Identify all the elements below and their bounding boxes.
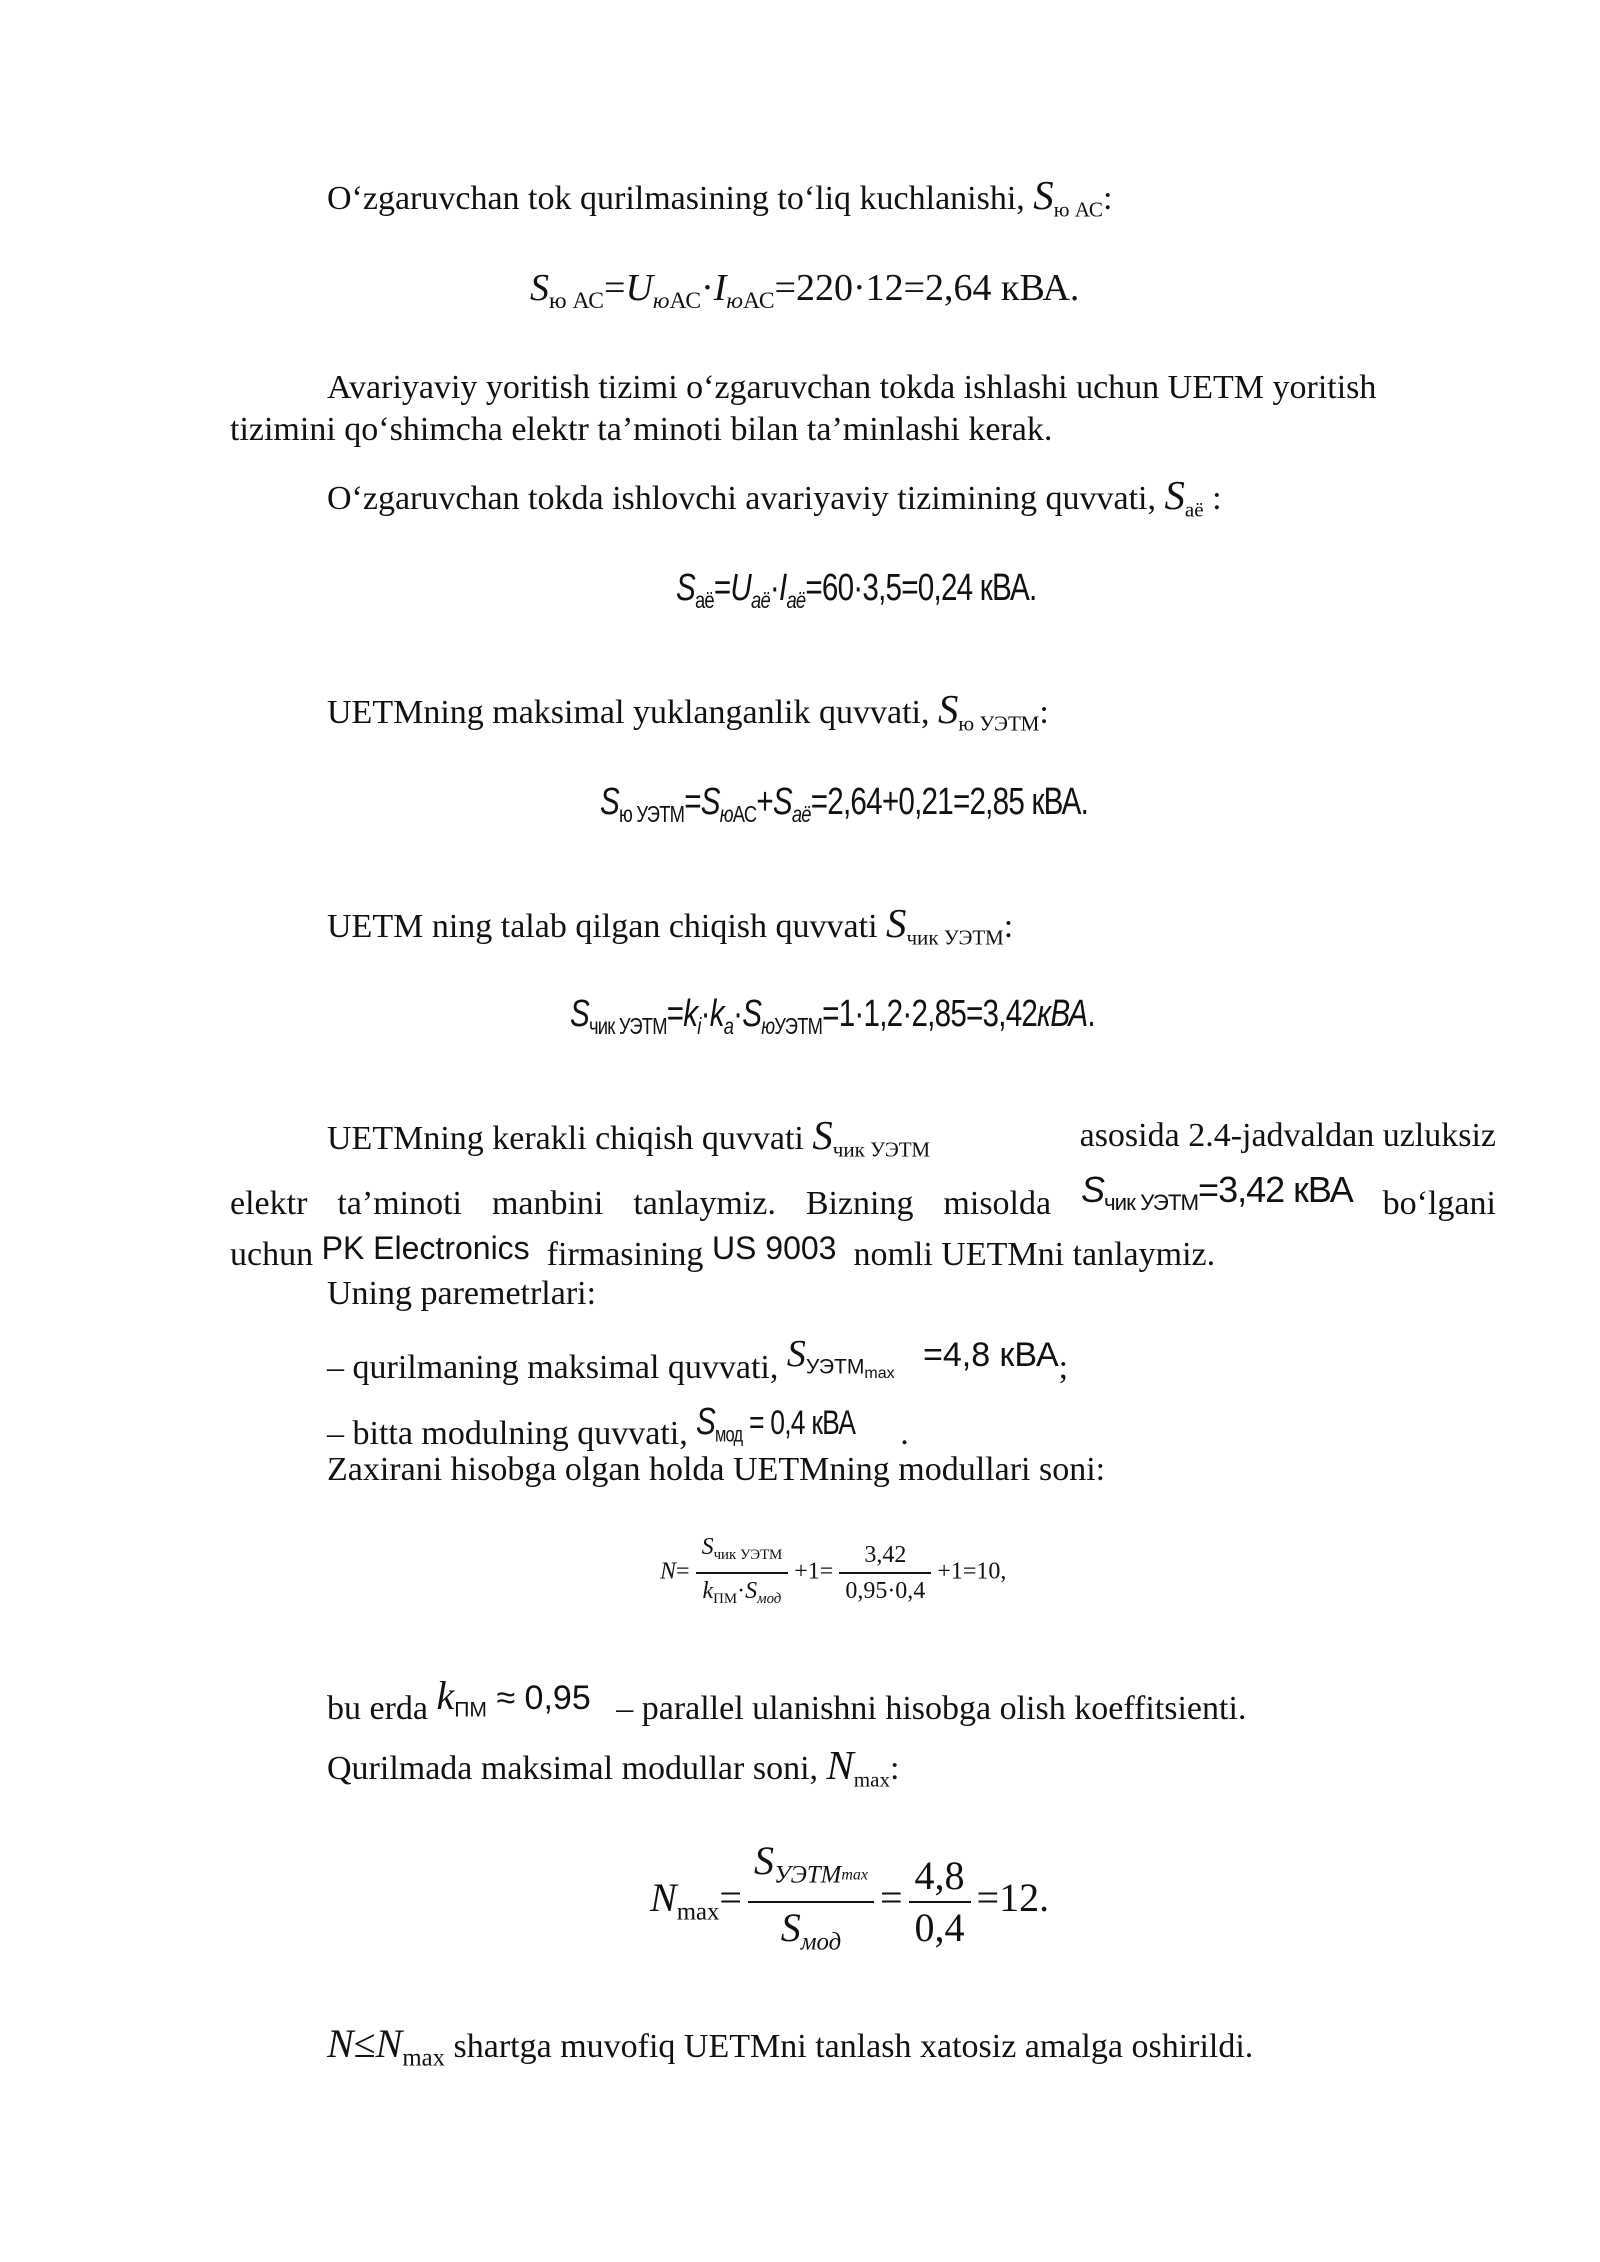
text: O‘zgaruvchan tokda ishlovchi avariyaviy tizimining quvvati, [327,480,1156,517]
subscript: ю [652,288,670,315]
param-max-power: – qurilmaning maksimal quvvati, $S_{УЭТМmax}$ =4,8 кВА; [327,1334,1068,1394]
line-emergency-power: O‘zgaruvchan tokda ishlovchi avariyaviy tizimining quvvati, $S_{аё}$ : [327,473,1222,522]
subscript: УЭТМ [774,1013,823,1040]
text: UETMning kerakli chiqish quvvati $S_{чик УЭТМ}$ [327,1113,931,1162]
text: O‘zgaruvchan tok qurilmasining to‘liq kuchlanishi, [327,180,1025,217]
word: ta’minoti [337,1185,462,1222]
text: asosida 2.4-jadvaldan uzluksiz [1079,1117,1496,1154]
text: UETMning maksimal yuklanganlik quvvati, [327,694,930,731]
equation-s-uetm: $S_{ю УЭТМ}=S_{юАС}+S_{аё}=2,64+0,21=2,85$ кВА. [600,781,1089,828]
text: – parallel ulanishni hisobga olish koeffitsienti. [616,1690,1247,1727]
line-output-power: UETM ning talab qilgan chiqish quvvati $S_{чик УЭТМ}$: [327,901,1014,950]
equation-s-out: $S_{чик УЭТМ}=k_i\cdot k_a\cdot S_{юУЭТМ}=1\cdot 1,2\cdot 2,85=3,42кВА$. [570,993,1095,1040]
word: misolda [943,1185,1052,1222]
subscript: ю УЭТМ [619,801,685,828]
subscript: ю АС [549,288,605,315]
inline-value: $S_{чик УЭТМ}=3,42$ кВА [1081,1169,1353,1215]
word: elektr [230,1185,308,1222]
subscript: чик УЭТМ [589,1013,667,1040]
line-ac-voltage: O‘zgaruvchan tok qurilmasining to‘liq kuchlanishi, $S_{ю АС}$: [327,173,1113,222]
subscript: аё [791,801,811,828]
word: Bizning [805,1185,914,1222]
paragraph-select-line3 [230,1228,1215,1275]
text: – bitta modulning quvvati, [327,1415,688,1452]
fraction: $\frac{S_{УЭТМ}\max}{S_{мод}}$ [748,1838,874,1965]
subscript: аё [786,587,806,614]
subscript: i [697,1013,701,1040]
firm-name: PK Electronics [321,1230,530,1266]
subscript: ю АС [1053,197,1103,222]
word: tanlaymiz. [633,1185,776,1222]
coefficient: $k_{ПМ} \approx 0,95$ [436,1673,591,1722]
equation-s-ac: $S_{ю АС}=U_{юАС}\cdot I_{юАС}=220\cdot 12=2,64$ кВА. [530,267,1080,315]
word: manbini [491,1185,604,1222]
subscript: ю [726,288,743,315]
text: Qurilmada maksimal modullar soni, [327,1750,819,1787]
subscript: аё [1184,497,1204,522]
subscript: чик УЭТМ [906,925,1004,950]
text: UETM ning talab qilgan chiqish quvvati [327,908,878,945]
paragraph-emergency-line1: Avariyaviy yoritish tizimi o‘zgaruvchan tokda ishlashi uchun UETM yoritish [327,369,1377,406]
equation-s-ae: $S_{аё}=U_{аё}\cdot I_{аё}=60\cdot 3,5=0,24$ кВА. [676,567,1037,614]
equation-value: =220·12=2,64 кВА. [774,267,1080,309]
param-module-power: – bitta modulning quvvati, $S_{мод} = 0,4$ кВА . [327,1402,909,1455]
subscript: аё [695,587,714,614]
text: bu erda [327,1690,429,1727]
param-value: $S_{УЭТМmax}$ =4,8 кВА [786,1333,1059,1382]
paragraph-select-line1 [327,1113,1496,1169]
subscript: ю [761,1013,775,1040]
word: firmasining [546,1236,704,1273]
subscript: АС [742,288,775,315]
reserve-text: Zaxirani hisobga olgan holda UETMning modullari soni: [327,1451,1106,1488]
fraction: $\frac{S_{чик УЭТМ}}{k_{ПМ}\cdot S_{мод}}$ [696,1532,789,1614]
paragraph-select-line2 [230,1169,1496,1224]
equation-value: =2,64+0,21=2,85 кВА. [810,781,1089,823]
line-max-load: UETMning maksimal yuklanganlik quvvati, $S_{ю УЭТМ}$: [327,687,1049,736]
text: shartga muvofiq UETMni tanlash xatosiz amalga oshirildi. [453,2028,1254,2065]
word: uchun [230,1236,314,1273]
text: nomli UETMni tanlaymiz. [853,1236,1216,1273]
paragraph-emergency-line2: tizimini qo‘shimcha elektr ta’minoti bilan ta’minlashi kerak. [230,411,1053,448]
condition: $N\le N_{max}$ [327,2021,446,2072]
equation-value: =60·3,5=0,24 кВА. [805,567,1037,609]
fraction: $\frac{4,8}{0,4}$ [909,1853,971,1951]
equation-n-max: $N_{max}=$ $\frac{S_{УЭТМ}\max}{S_{мод}}$ = $\frac{4,8}{0,4}$ =12. [650,1838,1049,1965]
subscript: ю [719,801,733,828]
word: bo‘lgani [1382,1185,1496,1222]
coefficient-line [327,1673,1247,1730]
param-value: $S_{мод} = 0,4$ кВА [696,1401,856,1447]
equation-value: =1·1,2·2,85=3,42 [822,993,1038,1035]
subscript: max [853,1767,891,1792]
max-modules-line: Qurilmada maksimal modullar soni, $N_{max}$: [327,1743,900,1792]
subscript: аё [751,587,770,614]
params-heading: Uning paremetrlari: [327,1275,597,1312]
model-name: US 9003 [711,1230,837,1266]
subscript: АС [732,801,757,828]
text: – qurilmaning maksimal quvvati, [327,1349,779,1386]
equation-n-modules: N= $\frac{S_{чик УЭТМ}}{k_{ПМ}\cdot S_{мод}}$ +1= $\frac{3,42}{0,95\cdot 0,4}$ +1=10, [660,1532,1006,1614]
subscript: ю УЭТМ [958,711,1040,736]
subscript: АС [669,288,702,315]
fraction: $\frac{3,42}{0,95\cdot 0,4}$ [839,1540,931,1606]
subscript: a [723,1013,734,1040]
unit: кВА [1037,993,1088,1035]
conclusion-line [327,2021,1254,2079]
